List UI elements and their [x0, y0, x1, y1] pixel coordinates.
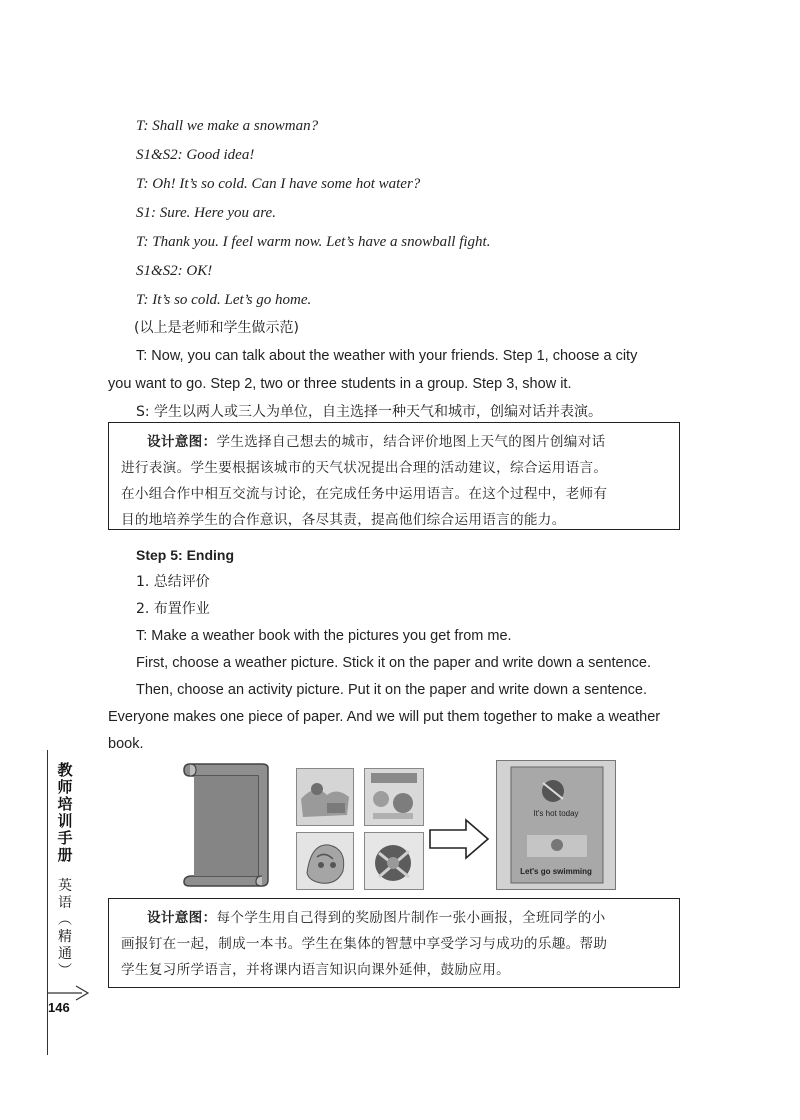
dialogue-line: S1&S2: OK! [136, 263, 213, 279]
instruction-line: you want to go. Step 2, two or three students in a group. Step 3, show it. [108, 376, 572, 392]
blank-paper-scroll-image [180, 758, 270, 888]
activity-picture [296, 832, 354, 890]
activity-picture [364, 832, 424, 890]
finished-poster-image [496, 760, 616, 890]
sidebar-char: 通 [58, 946, 72, 962]
sidebar-char: ︵ [58, 912, 72, 928]
design-intent-label: 设计意图： [147, 910, 217, 926]
design-intent-text: 在小组合作中相互交流与讨论，在完成任务中运用语言。在这个过程中，老师有 [121, 486, 608, 502]
step5-line: book. [108, 736, 144, 752]
design-intent-text: 目的地培养学生的合作意识，各尽其责，提高他们综合运用语言的能力。 [121, 512, 566, 528]
step5-item: 2. 布置作业 [136, 601, 210, 617]
step5-line: Then, choose an activity picture. Put it on the paper and write down a sentence. [136, 682, 648, 698]
sidebar-char: 精 [58, 929, 72, 945]
weather-picture [296, 768, 354, 826]
dialogue-line: T: Oh! It’s so cold. Can I have some hot water? [136, 176, 421, 192]
sidebar-char: ︶ [58, 963, 72, 979]
design-intent-text: 学生复习所学语言，并将课内语言知识向课外延伸，鼓励应用。 [121, 962, 511, 978]
dialogue-line: S1&S2: Good idea! [136, 147, 255, 163]
sidebar-char: 英 [58, 878, 72, 894]
right-arrow-icon [428, 818, 490, 860]
weather-picture [364, 768, 424, 826]
dialogue-line: T: Thank you. I feel warm now. Let’s have a snowball fight. [136, 234, 491, 250]
sidebar-char: 师 [57, 778, 73, 796]
poster-caption: Let's go swimming [520, 867, 592, 876]
step5-line: First, choose a weather picture. Stick it on the paper and write down a sentence. [136, 655, 652, 671]
page-number: 146 [48, 1000, 70, 1015]
step5-item: 1. 总结评价 [136, 574, 210, 590]
design-intent-label: 设计意图： [147, 434, 217, 450]
step5-line: Everyone makes one piece of paper. And we will put them together to make a weather [108, 709, 661, 725]
sidebar-char: 教 [57, 761, 73, 779]
sidebar-char: 培 [57, 795, 73, 813]
sidebar-char: 训 [57, 812, 73, 830]
design-intent-box [108, 898, 680, 988]
step5-line: T: Make a weather book with the pictures you get from me. [136, 628, 512, 644]
sidebar-book-title [50, 762, 80, 980]
design-intent-box [108, 422, 680, 530]
instruction-line: T: Now, you can talk about the weather with your friends. Step 1, choose a city [136, 348, 638, 364]
design-intent-text: 画报钉在一起，制成一本书。学生在集体的智慧中享受学习与成功的乐趣。帮助 [121, 936, 608, 952]
demo-note: (以上是老师和学生做示范) [134, 320, 299, 336]
dialogue-line: T: Shall we make a snowman? [136, 118, 319, 134]
design-intent-text: 进行表演。学生要根据该城市的天气状况提出合理的活动建议，综合运用语言。 [121, 460, 608, 476]
dialogue-line: T: It’s so cold. Let’s go home. [136, 292, 312, 308]
sidebar-char: 语 [58, 895, 72, 911]
sidebar-char: 册 [57, 846, 73, 864]
sidebar-char: 手 [57, 829, 73, 847]
dialogue-line: S1: Sure. Here you are. [136, 205, 276, 221]
step5-heading: Step 5: Ending [136, 547, 234, 563]
design-intent-text: 每个学生用自己得到的奖励图片制作一张小画报，全班同学的小 [216, 910, 606, 926]
student-activity: S: 学生以两人或三人为单位，自主选择一种天气和城市，创编对话并表演。 [136, 404, 603, 420]
poster-caption: It's hot today [533, 809, 579, 818]
design-intent-text: 学生选择自己想去的城市，结合评价地图上天气的图片创编对话 [216, 434, 606, 450]
